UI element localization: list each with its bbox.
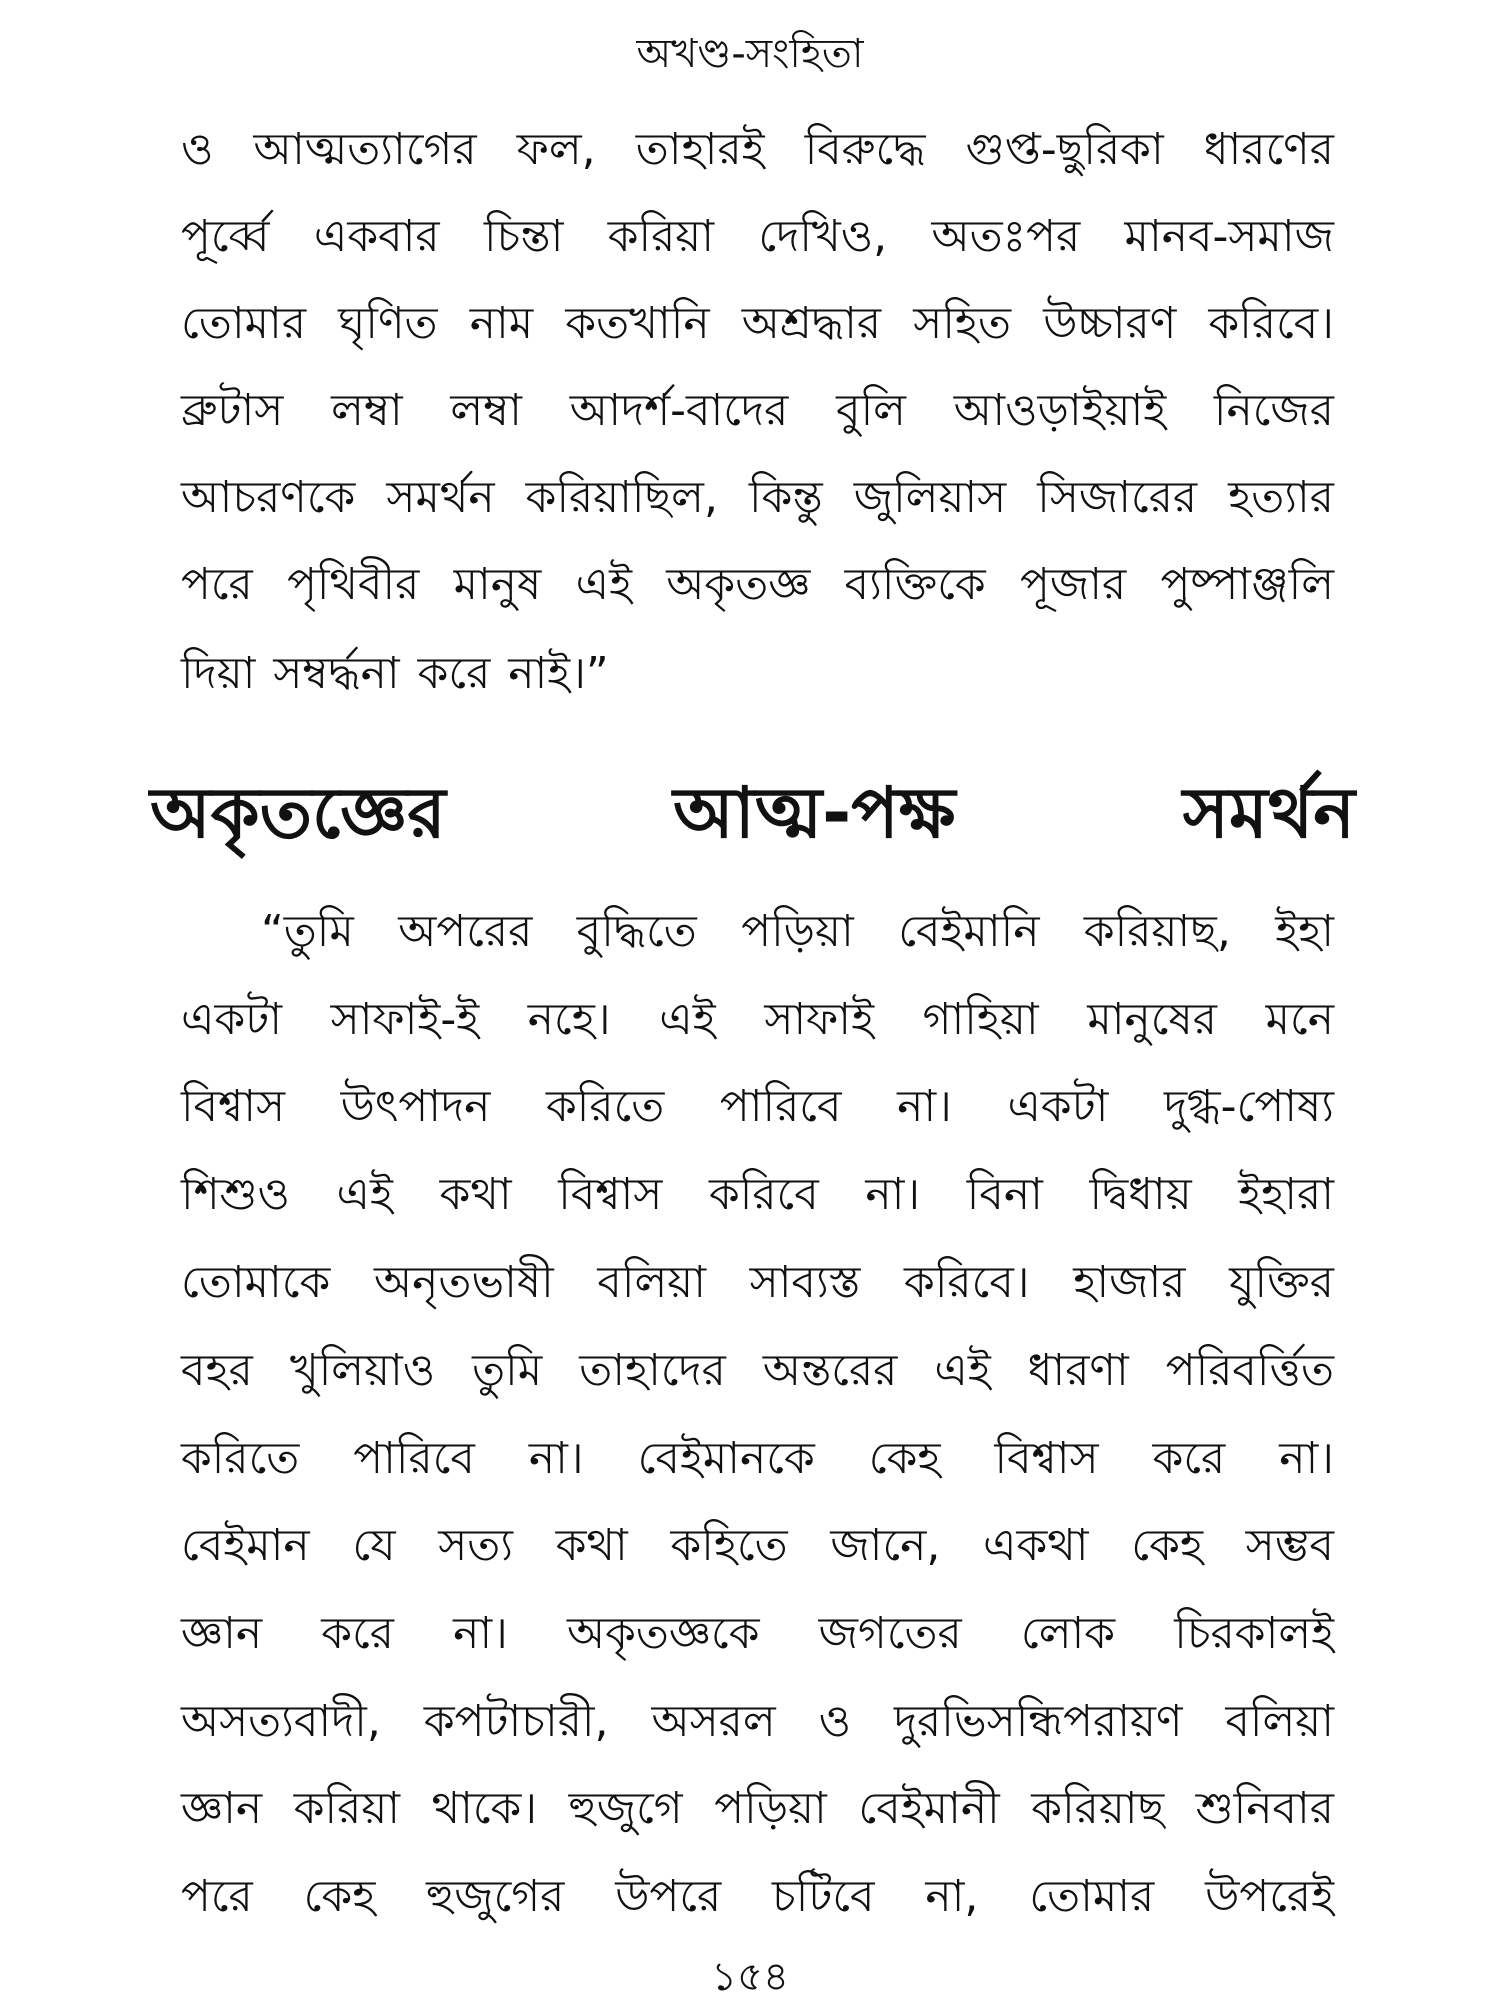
text-line: জ্ঞান করিয়া থাকে। হুজুগে পড়িয়া বেইমানী করিয়াছ শুনিবার [181, 1783, 1334, 1834]
text-line: করিতে পারিবে না। বেইমানকে কেহ বিশ্বাস করে না। [181, 1433, 1334, 1484]
text-line: আচরণকে সমর্থন করিয়াছিল, কিন্তু জুলিয়াস সিজারের হত্যার [181, 472, 1334, 523]
text-line: দিয়া সম্বর্দ্ধনা করে নাই।” [181, 648, 609, 699]
text-line: ব্রুটাস লম্বা লম্বা আদর্শ-বাদের বুলি আওড়াইয়াই নিজের [181, 385, 1334, 436]
text-line: শিশুও এই কথা বিশ্বাস করিবে না। বিনা দ্বিধায় ইহারা [181, 1169, 1334, 1220]
text-line: পরে পৃথিবীর মানুষ এই অকৃতজ্ঞ ব্যক্তিকে পূজার পুষ্পাঞ্জলি [181, 559, 1334, 610]
text-line: বিশ্বাস উৎপাদন করিতে পারিবে না। একটা দুগ্ধ-পোষ্য [181, 1081, 1334, 1132]
text-line: বহর খুলিয়াও তুমি তাহাদের অন্তরের এই ধারণা পরিবর্ত্তিত [181, 1345, 1334, 1396]
text-line: তোমার ঘৃণিত নাম কতখানি অশ্রদ্ধার সহিত উচ্চারণ করিবে। [181, 298, 1334, 349]
text-line: পরে কেহ হুজুগের উপরে চটিবে না, তোমার উপরেই [181, 1871, 1334, 1922]
text-line: “তুমি অপরের বুদ্ধিতে পড়িয়া বেইমানি করিয়াছ, ইহা [261, 906, 1334, 957]
text-line: জ্ঞান করে না। অকৃতজ্ঞকে জগতের লোক চিরকালই [181, 1608, 1334, 1659]
section-heading: অকৃতজ্ঞের আত্ম-পক্ষ সমর্থন [150, 772, 1355, 854]
text-line: অসত্যবাদী, কপটাচারী, অসরল ও দুরভিসন্ধিপরায়ণ বলিয়া [181, 1696, 1334, 1747]
text-line: তোমাকে অনৃতভাষী বলিয়া সাব্যস্ত করিবে। হাজার যুক্তির [181, 1257, 1334, 1308]
text-line: ও আত্মত্যাগের ফল, তাহারই বিরুদ্ধে গুপ্ত-ছুরিকা ধারণের [181, 124, 1334, 175]
text-line: পূর্ব্বে একবার চিন্তা করিয়া দেখিও, অতঃপর মানব-সমাজ [181, 211, 1334, 262]
text-line: বেইমান যে সত্য কথা কহিতে জানে, একথা কেহ সম্ভব [181, 1520, 1334, 1571]
running-head: অখণ্ড-সংহিতা [636, 31, 864, 77]
text-line: একটা সাফাই-ই নহে। এই সাফাই গাহিয়া মানুষের মনে [181, 994, 1334, 1045]
page-number: ১৫৪ [711, 1954, 789, 2000]
